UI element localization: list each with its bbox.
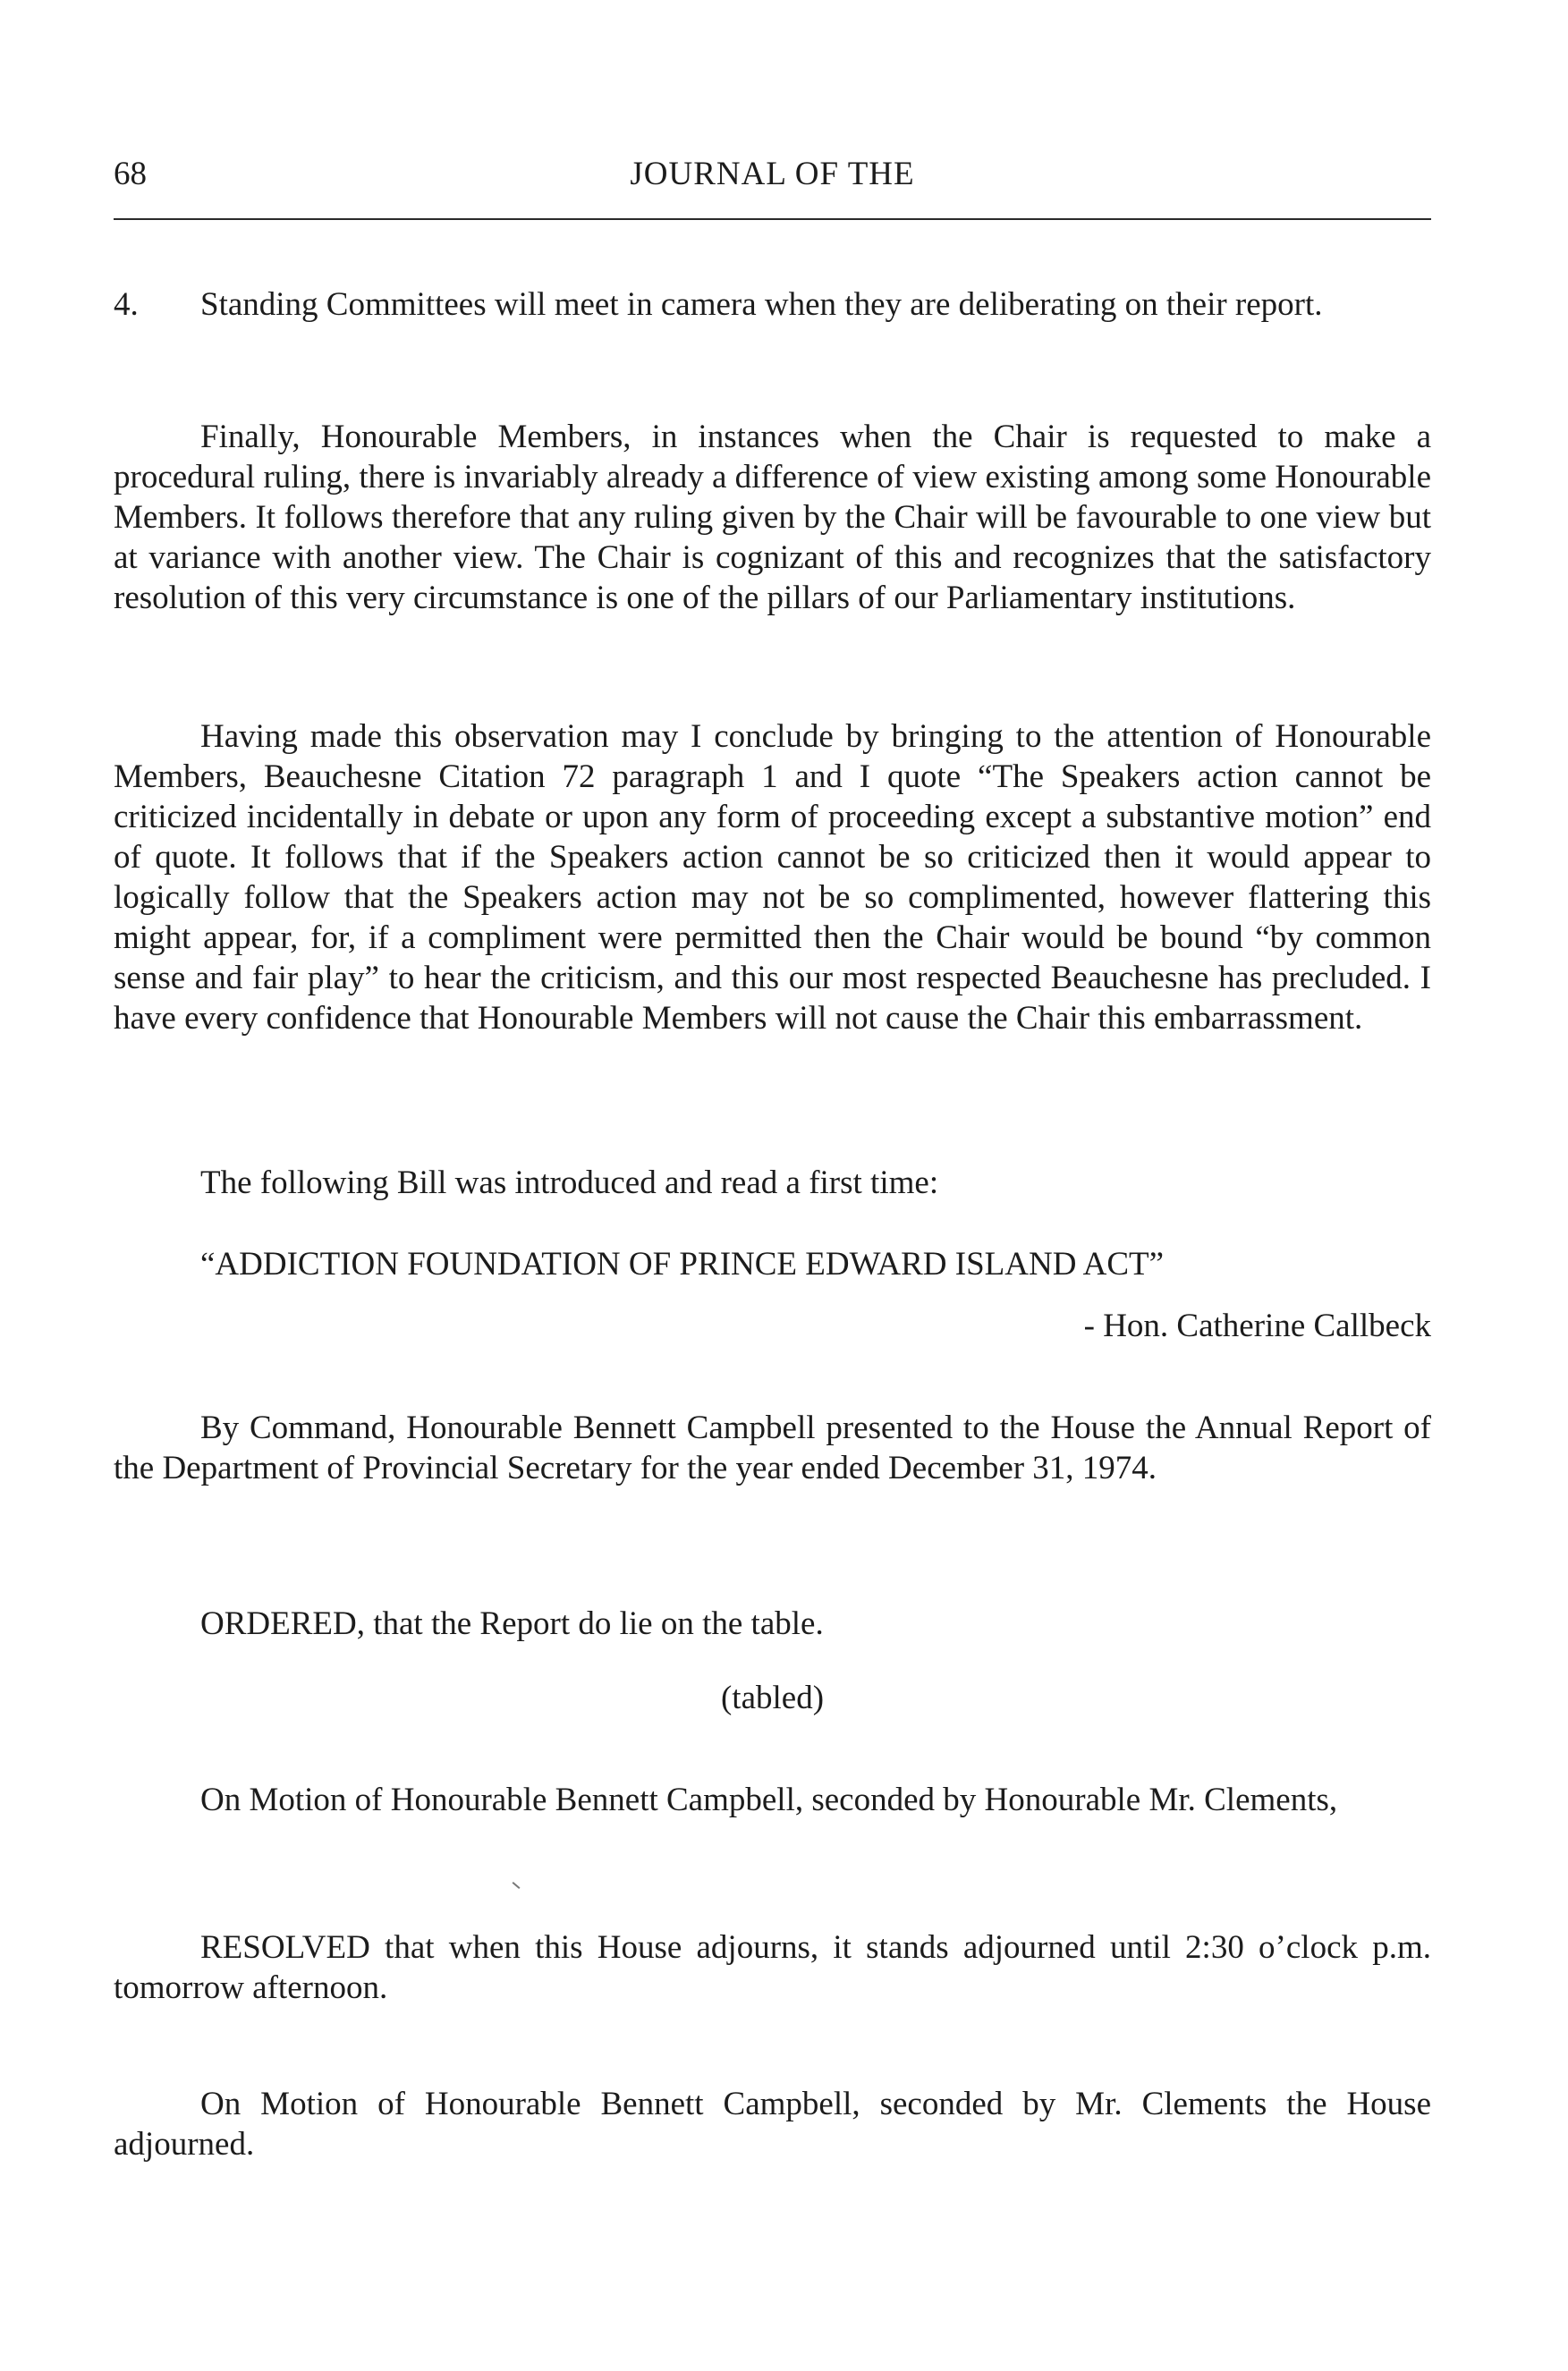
bill-title: “ADDICTION FOUNDATION OF PRINCE EDWARD ISLAND ACT” [200, 1246, 1165, 1283]
ordered-statement: ORDERED, that the Report do lie on the table. [200, 1605, 824, 1642]
item-number: 4. [114, 286, 139, 323]
motion-first: On Motion of Honourable Bennett Campbell, seconded by Honourable Mr. Clements, [200, 1782, 1338, 1818]
header-rule [114, 218, 1431, 220]
item-text: Standing Committees will meet in camera when they are deliberating on their report. [200, 286, 1323, 323]
bill-sponsor: - Hon. Catherine Callbeck [1083, 1308, 1431, 1344]
page-number: 68 [114, 156, 147, 192]
motion-adjourned: On Motion of Honourable Bennett Campbell, seconded by Mr. Clements the House adjourned. [114, 2086, 1431, 2163]
bill-intro: The following Bill was introduced and read a first time: [200, 1164, 939, 1201]
paragraph-command: By Command, Honourable Bennett Campbell presented to the House the Annual Report of the Department of Provincial Secretary for the year ended December 31, 1974. [114, 1410, 1431, 1486]
running-head: JOURNAL OF THE [630, 156, 915, 192]
paragraph-having: Having made this observation may I conclude by bringing to the attention of Honourable Members, Beauchesne Citation 72 paragraph 1 and I quote “The Speakers action cannot be criticized incidentally in debate or upon any form of proceeding except a substantive motion” end of quote. It follows that if the Speakers action cannot be so criticized then it would appear to logically follow that the Speakers action may not be so complimented, however flattering this might appear, for, if a compliment were permitted then the Chair would be bound “by common sense and fair play” to hear the criticism, and this our most respected Beauchesne has precluded. I have every confidence that Honourable Members will not cause the Chair this embarrassment. [114, 718, 1431, 1037]
paragraph-finally: Finally, Honourable Members, in instances when the Chair is requested to make a procedural ruling, there is invariably already a difference of view existing among some Honourable Members. It follows therefore that any ruling given by the Chair will be favourable to one view but at variance with another view. The Chair is cognizant of this and recognizes that the satisfactory resolution of this very circumstance is one of the pillars of our Parliamentary institutions. [114, 419, 1431, 616]
tabled-note: (tabled) [720, 1680, 825, 1716]
print-speck [513, 1882, 521, 1889]
resolved-statement: RESOLVED that when this House adjourns, it stands adjourned until 2:30 o’clock p.m. tomorrow afternoon. [114, 1929, 1431, 2006]
numbered-item-4 [114, 284, 1431, 365]
page-header [114, 148, 1431, 201]
